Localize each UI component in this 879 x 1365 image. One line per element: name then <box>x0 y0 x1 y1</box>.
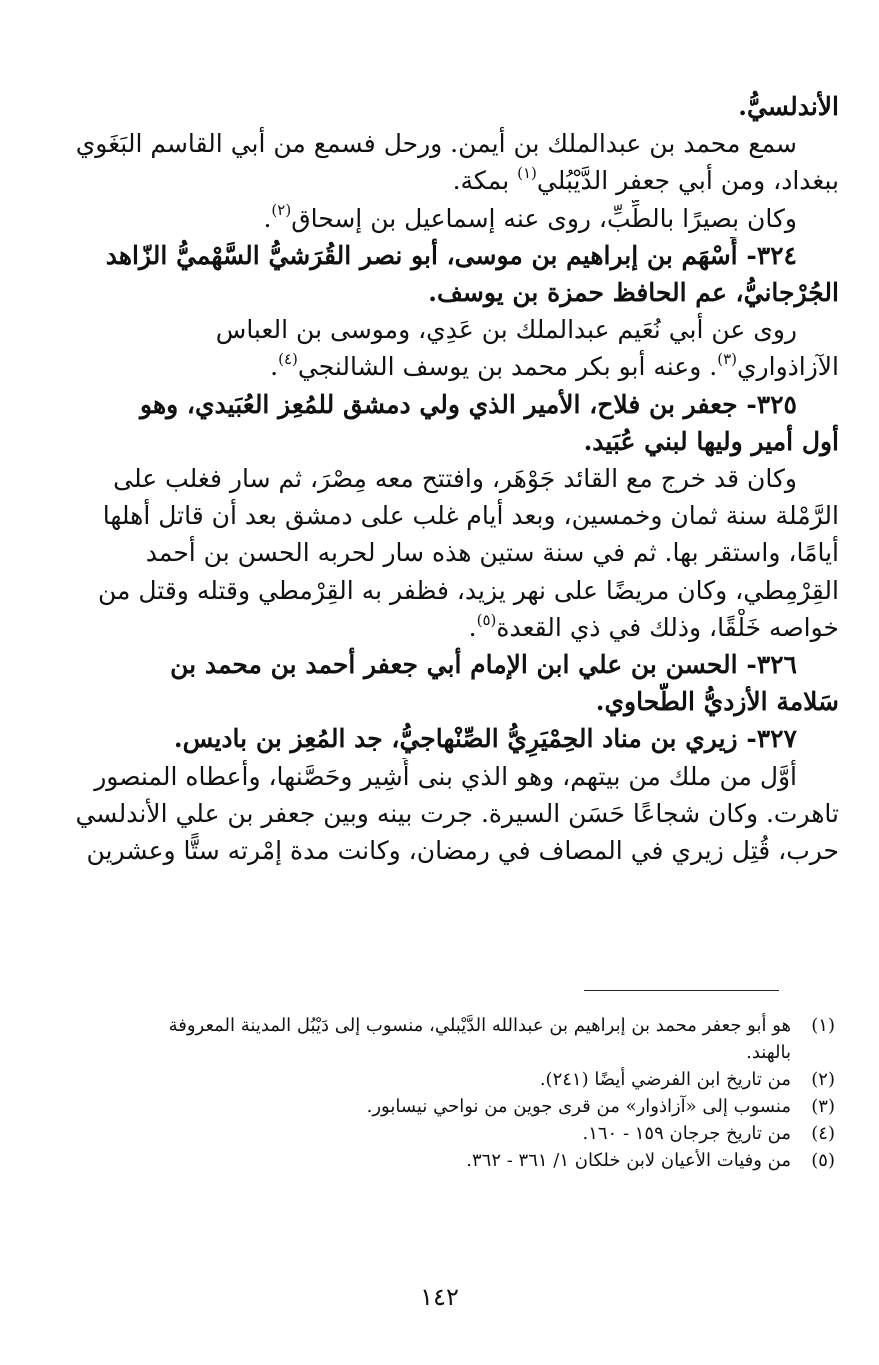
text-line <box>40 348 839 385</box>
text-segment: أيامًا، واستقر بها. ثم في سنة ستين هذه سار لحربه الحسن بن أحمد <box>145 538 839 568</box>
text-line <box>40 572 839 609</box>
text-segment: حرب، قُتِل زيري في المصاف في رمضان، وكانت مدة إمْرته ستًّا وعشرين <box>86 836 839 866</box>
footnote-text: بالهند. <box>746 1042 791 1063</box>
text-segment: أول أمير وليها لبني عُبَيد. <box>583 426 839 456</box>
footnote <box>40 1039 791 1066</box>
footnote <box>40 1012 835 1039</box>
text-line <box>40 311 839 348</box>
text-line <box>40 758 839 795</box>
footnote <box>40 1120 835 1147</box>
text-line <box>40 386 839 423</box>
text-segment: خواصه خَلْقًا، وذلك في ذي القعدة <box>496 612 839 642</box>
text-segment: الآزاذواري <box>736 352 839 382</box>
text-segment: ٣٢٧- زيري بن مناد الحِمْيَرِيُّ الصِّنْهاجيُّ، جد المُعِز بن باديس. <box>173 724 797 754</box>
text-line <box>40 795 839 832</box>
footnote-separator <box>584 990 779 991</box>
footnote-number <box>791 1039 835 1066</box>
text-segment: تاهرت. وكان شجاعًا حَسَن السيرة. جرت بينه وبين جعفر بن علي الأندلسي <box>75 798 839 828</box>
text-segment: وكان قد خرج مع القائد جَوْهَر، وافتتح معه مِصْرَ، ثم سار فغلب على <box>113 464 797 494</box>
text-segment: . <box>263 203 272 233</box>
text-line <box>40 683 839 720</box>
text-segment: ٣٢٥- جعفر بن فلاح، الأمير الذي ولي دمشق للمُعِز العُبَيدي، وهو <box>140 389 797 419</box>
text-segment: ببغداد، ومن أبي جعفر الدَّيْبُلي <box>536 166 839 196</box>
footnote <box>40 1147 835 1174</box>
text-segment: وكان بصيرًا بالطِّبِّ، روى عنه إسماعيل بن إسحاق <box>291 203 797 233</box>
text-segment: الأندلسيُّ. <box>738 92 839 121</box>
footnote-text: من تاريخ جرجان ١٥٩ - ١٦٠. <box>582 1123 791 1144</box>
text-segment: الجُرْجانيُّ، عم الحافظ حمزة بن يوسف. <box>428 278 839 308</box>
footnote-marker: (١) <box>517 164 537 183</box>
text-line <box>40 720 839 757</box>
text-segment: الرَّمْلة سنة ثمان وخمسين، وبعد أيام غلب على دمشق بعد أن قاتل أهلها <box>102 501 839 531</box>
text-segment: . <box>468 612 477 642</box>
text-line <box>40 274 839 311</box>
text-segment: روى عن أبي نُعَيم عبدالملك بن عَدِي، وموسى بن العباس <box>215 315 797 345</box>
footnote-text: من تاريخ ابن الفرضي أيضًا (٢٤١). <box>539 1069 791 1090</box>
footnote <box>40 1093 835 1120</box>
footnote <box>40 1066 835 1093</box>
text-line <box>40 88 839 125</box>
text-line <box>40 125 839 162</box>
text-line <box>40 534 839 571</box>
footnote-number: (٣) <box>811 1096 835 1117</box>
text-line <box>40 423 839 460</box>
text-line <box>40 162 839 199</box>
text-line <box>40 237 839 274</box>
text-segment: القِرْمِطي، وكان مريضًا على نهر يزيد، فظفر به القِرْمطي وقتله وقتل من <box>98 575 839 605</box>
text-segment: أوَّل من ملك من بيتهم، وهو الذي بنى أَشِير وحَصَّنها، وأعطاه المنصور <box>94 761 797 791</box>
footnote-text: هو أبو جعفر محمد بن إبراهيم بن عبدالله الدَّيْبلي، منسوب إلى دَيْبُل المدينة المعروفة <box>168 1015 791 1036</box>
text-segment: ٣٢٤- أَسْهَم بن إبراهيم بن موسى، أبو نصر القُرَشيُّ السَّهْميُّ الزّاهد <box>105 240 797 270</box>
main-text <box>40 88 839 869</box>
text-line <box>40 200 839 237</box>
text-line <box>40 646 839 683</box>
text-segment: ٣٢٦- الحسن بن علي ابن الإمام أبي جعفر أحمد بن محمد بن <box>170 650 797 680</box>
text-line <box>40 497 839 534</box>
text-segment: سمع محمد بن عبدالملك بن أيمن. ورحل فسمع من أبي القاسم البَغَوي <box>75 129 797 159</box>
footnote-marker: (٤) <box>278 350 298 369</box>
footnote-text: منسوب إلى «آزاذوار» من قرى جوين من نواحي نيسابور. <box>366 1096 791 1117</box>
footnote-marker: (٣) <box>717 350 737 369</box>
footnote-marker: (٥) <box>476 610 497 629</box>
page-number: ١٤٢ <box>420 1283 459 1311</box>
footnotes <box>40 1012 835 1174</box>
footnote-number: (٥) <box>811 1150 835 1171</box>
footnote-number: (٤) <box>811 1123 835 1144</box>
text-segment: . <box>270 352 279 382</box>
footnote-text: من وفيات الأعيان لابن خلكان ١/ ٣٦١ - ٣٦٢. <box>466 1150 791 1171</box>
text-line <box>40 609 839 646</box>
footnote-marker: (٢) <box>271 201 292 220</box>
text-segment: سَلامة الأزديُّ الطَّحاوي. <box>595 687 839 717</box>
text-line <box>40 460 839 497</box>
text-segment: . وعنه أبو بكر محمد بن يوسف الشالنجي <box>297 352 718 382</box>
footnote-number: (٢) <box>811 1069 835 1090</box>
text-line <box>40 832 839 869</box>
footnote-number: (١) <box>811 1015 835 1036</box>
text-segment: بمكة. <box>452 166 518 196</box>
